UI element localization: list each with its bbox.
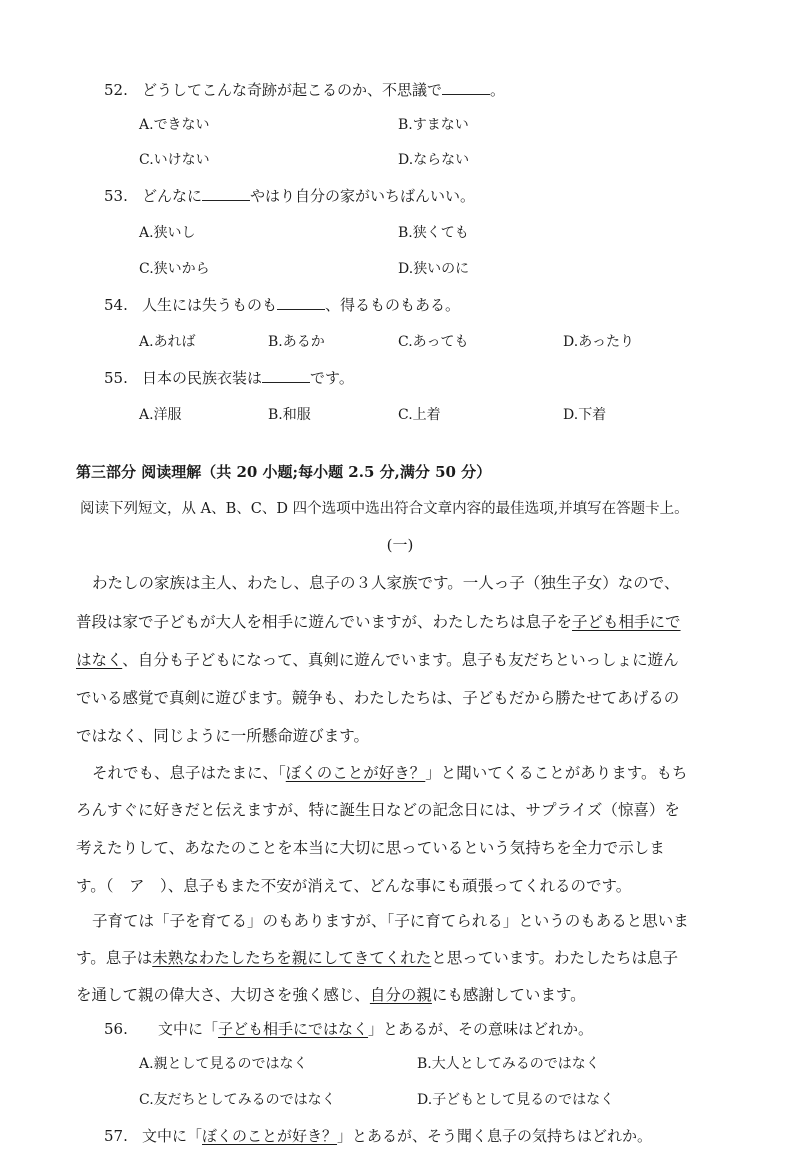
underlined-phrase: 未熟なわたしたちを親にしてきてくれた [152,949,432,967]
underlined-phrase: ぼくのことが好き？ [202,1127,338,1145]
question-number: 53. [104,187,128,205]
passage-line: ろんすぐに好きだと伝えますが、特に誕生日などの記念日には、サプライズ（惊喜）を [76,801,680,819]
answer-blank [277,295,325,310]
option-55-c: C.上着 [398,407,441,423]
answer-blank [442,80,490,95]
question-text-end: やはり自分の家がいちばんいい。 [250,187,476,205]
passage-line: ではなく、同じように一所懸命遊びます。 [76,727,369,745]
option-56-d: D.子どもとして見るのではなく [417,1092,615,1108]
passage-line: を通して親の偉大さ、大切さを強く感じ、自分の親にも感謝しています。 [76,986,586,1004]
question-57: 57. 文中に「ぼくのことが好き？」とあるが、そう聞く息子の気持ちはどれか。 [104,1127,653,1145]
option-53-c: C.狭いから [139,261,210,277]
option-56-c: C.友だちとしてみるのではなく [139,1092,336,1108]
option-52-c: C.いけない [139,152,210,168]
underlined-phrase: 子ども相手にではなく [218,1020,369,1038]
section-title: 第三部分 阅读理解（共 20 小题;每小题 2.5 分,满分 50 分） [76,463,492,481]
option-54-b: B.あるか [268,334,325,350]
option-52-a: A.できない [139,117,210,133]
option-53-a: A.狭いし [139,225,196,241]
question-52 [104,80,505,100]
option-55-b: B.和服 [268,407,311,423]
option-56-a: A.親として見るのではなく [139,1056,308,1072]
underlined-phrase: ぼくのことが好き？ [285,764,426,782]
option-55-d: D.下着 [563,407,607,423]
question-text: 人生には失うものも [142,296,278,314]
answer-blank [262,368,310,383]
option-54-c: C.あっても [398,334,469,350]
answer-blank [202,186,250,201]
passage-line: わたしの家族は主人、わたし、息子の３人家族です。一人っ子（独生子女）なので、 [92,574,680,592]
passage-line: でいる感覚で真剣に遊びます。競争も、わたしたちは、子どもだから勝たせてあげるの [76,689,680,707]
passage-number: (一) [386,536,414,554]
question-number: 57. [104,1127,128,1145]
underlined-phrase: 子ども相手にで [572,613,681,631]
question-number: 56. [104,1020,128,1038]
question-text-end: 、得るものもある。 [325,296,461,314]
passage-line: 子育ては「子を育てる」のもありますが、「子に育てられる」というのもあると思いま [92,912,689,930]
passage-line: す。息子は未熟なわたしたちを親にしてきてくれたと思っています。わたしたちは息子 [76,949,679,967]
question-text-end: です。 [310,369,354,387]
question-number: 52. [104,81,128,99]
option-53-d: D.狭いのに [398,261,470,277]
option-52-d: D.ならない [398,152,470,168]
option-54-a: A.あれば [139,334,196,350]
question-text: どうしてこんな奇跡が起こるのか、不思議で [142,81,443,99]
option-56-b: B.大人としてみるのではなく [417,1056,600,1072]
option-54-d: D.あったり [563,334,635,350]
passage-line: はなく、自分も子どもになって、真剣に遊んでいます。息子も友だちといっしょに遊ん [76,651,679,669]
question-text-end: 。 [490,81,506,99]
section-instruction: 阅读下列短文，从 A、B、C、D 四个选项中选出符合文章内容的最佳选项,并填写在答题卡上。 [80,501,689,517]
question-56: 56. 文中に「子ども相手にではなく」とあるが、その意味はどれか。 [104,1020,594,1038]
passage-line: それでも、息子はたまに、「ぼくのことが好き？」と聞いてくることがあります。もち [92,764,688,782]
underlined-phrase: 自分の親 [369,986,432,1004]
question-number: 55. [104,369,128,387]
passage-line: 普段は家で子どもが大人を相手に遊んでいますが、わたしたちは息子を子ども相手にで [76,613,681,631]
question-53 [104,186,475,206]
question-text: どんなに [142,187,203,205]
passage-line: 考えたりして、あなたのことを本当に大切に思っているという気持ちを全力で示しま [76,839,665,857]
question-54 [104,295,460,315]
option-55-a: A.洋服 [139,407,182,423]
passage-line: す。（ ア ）、息子もまた不安が消えて、どんな事にも頑張ってくれるのです。 [76,877,632,895]
option-52-b: B.すまない [398,117,469,133]
question-55 [104,368,354,388]
option-53-b: B.狭くても [398,225,469,241]
question-text: 日本の民族衣装は [142,369,263,387]
question-number: 54. [104,296,128,314]
underlined-phrase: はなく [76,651,123,669]
